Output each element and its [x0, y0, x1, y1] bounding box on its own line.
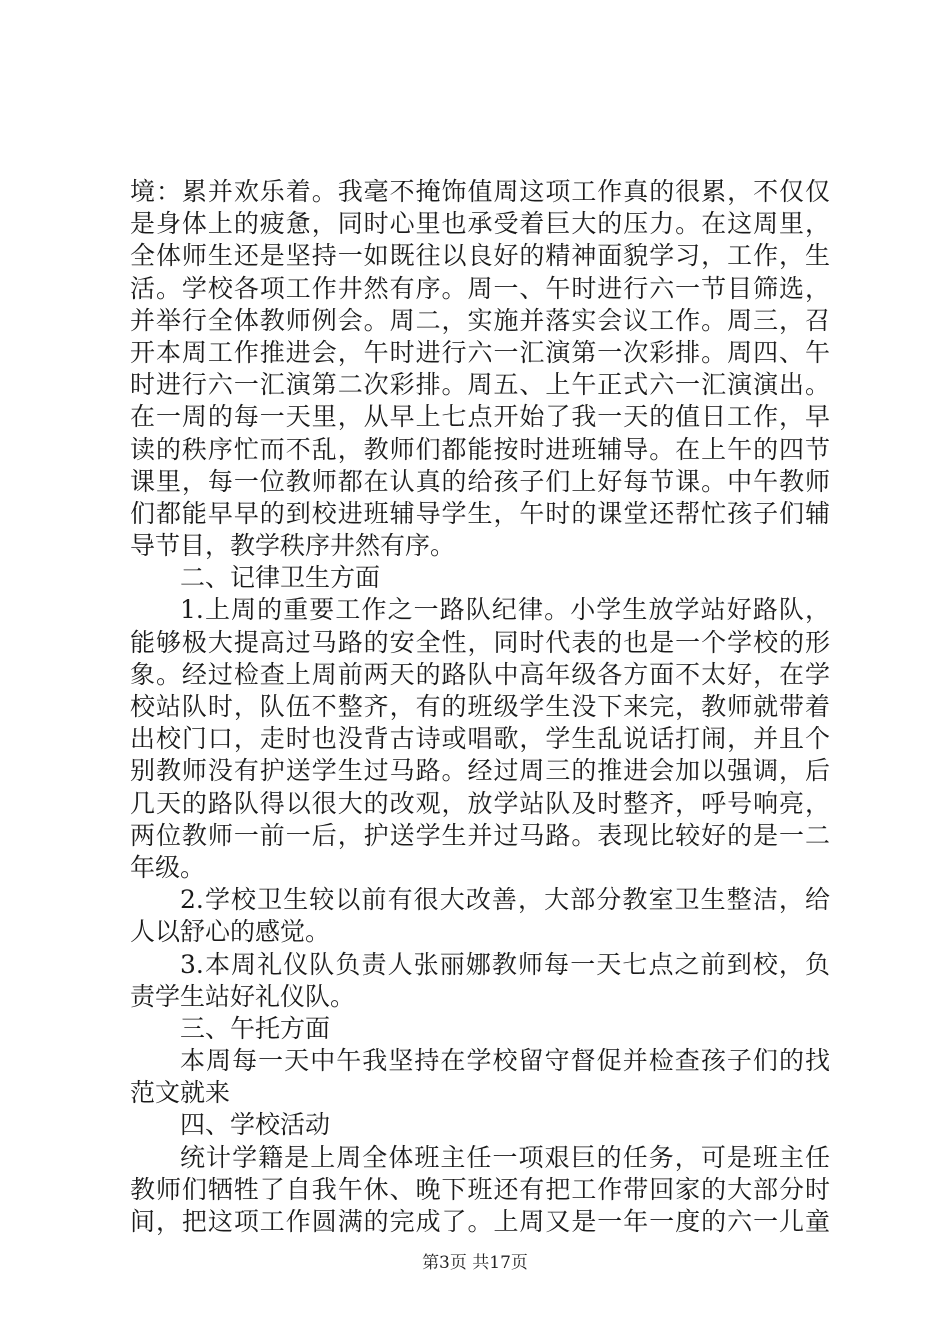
text-line: 1.上周的重要工作之一路队纪律。小学生放学站好路队， — [180, 595, 830, 625]
text-line: 年级。 — [130, 852, 206, 882]
text-line: 校站队时，队伍不整齐，有的班级学生没下来完，教师就带着 — [130, 692, 830, 721]
text-line: 开本周工作推进会，午时进行六一汇演第一次彩排。周四、午 — [130, 337, 830, 367]
document-body — [130, 176, 830, 1238]
text-line: 范文就来 — [130, 1078, 231, 1108]
text-line: 导节目，教学秩序井然有序。 — [130, 531, 456, 561]
text-line: 出校门口，走时也没背古诗或唱歌，学生乱说话打闹，并且个 — [130, 724, 830, 754]
text-line: 时进行六一汇演第二次彩排。周五、上午正式六一汇演演出。 — [130, 370, 830, 400]
text-line: 全体师生还是坚持一如既往以良好的精神面貌学习，工作，生 — [130, 241, 830, 271]
text-line: 别教师没有护送学生过马路。经过周三的推进会加以强调，后 — [130, 756, 830, 786]
text-line: 二、记律卫生方面 — [180, 563, 381, 593]
text-line: 间，把这项工作圆满的完成了。上周又是一年一度的六一儿童 — [130, 1207, 830, 1236]
text-line: 3.本周礼仪队负责人张丽娜教师每一天七点之前到校，负 — [180, 949, 830, 979]
text-line: 人以舒心的感觉。 — [130, 917, 331, 947]
text-line: 本周每一天中午我坚持在学校留守督促并检查孩子们的找 — [180, 1046, 830, 1076]
text-line: 教师们牺牲了自我午休、晚下班还有把工作带回家的大部分时 — [130, 1174, 830, 1204]
text-line: 四、学校活动 — [180, 1110, 331, 1140]
text-line: 两位教师一前一后，护送学生并过马路。表现比较好的是一二 — [130, 820, 830, 850]
text-line: 在一周的每一天里，从早上七点开始了我一天的值日工作，早 — [130, 402, 830, 432]
text-line: 2.学校卫生较以前有很大改善，大部分教室卫生整洁，给 — [180, 885, 830, 915]
page-footer: 第3页 共17页 — [422, 1253, 528, 1273]
text-line: 活。学校各项工作井然有序。周一、午时进行六一节目筛选， — [130, 273, 830, 303]
text-line: 几天的路队得以很大的改观，放学站队及时整齐，呼号响亮， — [130, 788, 830, 818]
text-line: 能够极大提高过马路的安全性，同时代表的也是一个学校的形 — [130, 627, 830, 657]
text-line: 境：累并欢乐着。我毫不掩饰值周这项工作真的很累，不仅仅 — [130, 177, 830, 206]
text-line: 是身体上的疲惫，同时心里也承受着巨大的压力。在这周里， — [130, 209, 830, 239]
text-line: 读的秩序忙而不乱，教师们都能按时进班辅导。在上午的四节 — [130, 434, 830, 464]
text-line: 象。经过检查上周前两天的路队中高年级各方面不太好，在学 — [130, 659, 830, 689]
text-line: 并举行全体教师例会。周二，实施并落实会议工作。周三，召 — [130, 305, 830, 335]
text-line: 责学生站好礼仪队。 — [130, 981, 356, 1011]
text-line: 三、午托方面 — [180, 1013, 331, 1043]
text-line: 课里，每一位教师都在认真的给孩子们上好每节课。中午教师 — [130, 466, 830, 496]
text-line: 统计学籍是上周全体班主任一项艰巨的任务，可是班主任 — [180, 1142, 830, 1172]
text-line: 们都能早早的到校进班辅导学生，午时的课堂还帮忙孩子们辅 — [130, 498, 830, 528]
